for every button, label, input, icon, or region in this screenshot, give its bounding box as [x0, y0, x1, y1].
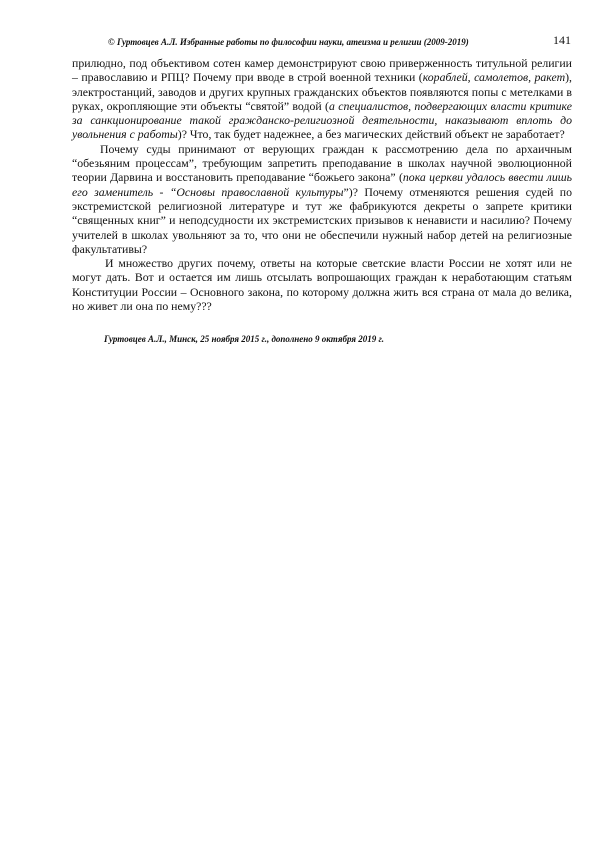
text-run: Почему суды принимают от верующих граждан к рассмотрению дела по архаичным “обезьяним процессам”, требующим запретить преподавание в школах научной эволюционной теории Дарвина и восстановить преподавание “божьего закона” (: [72, 141, 572, 185]
paragraph-1: [72, 56, 572, 142]
paragraph-3: [72, 256, 572, 313]
header-title: © Гуртовцев А.Л. Избранные работы по философии науки, атеизма и религии (2009-2019): [108, 37, 469, 47]
text-run: )? Что, так будет надежнее, а без магических действий объект не заработает?: [177, 127, 565, 142]
text-run: ”)? Почему отменяются решения судей по экстремистской религиозной литературе и тут же фабрикуются декреты о запрете критики “священных книг” и неподсудности их экстремистских призывов к ненависти и насилию? Почему учителей в школах увольняют за то, что они не обеспечили нужный набор детей на религиозные факультативы?: [72, 184, 572, 256]
text-run: И множество других почему, ответы на которые светские власти России не хотят или не могут дать. Вот и остается им лишь отсылать вопрошающих граждан к неработающим статьям Конституции России – Основного закона, по которому должна жить вся страна от мала до велика, но живет ли она по нему???: [72, 256, 572, 314]
running-header: [72, 33, 572, 51]
text-run: кораблей, самолетов, ракет: [422, 70, 566, 85]
text-run: а специалистов, подвергающих власти критике за санкционирование такой гражданско-религиозной деятельности, наказывают вплоть до увольнения с работы: [72, 98, 573, 142]
text-run: пока церкви удалось ввести лишь его заменитель - “Основы православной культуры: [72, 170, 572, 199]
text-run: прилюдно, под объективом сотен камер демонстрируют свою приверженность титульной религии – православию и РПЦ? Почему при вводе в строй военной техники (: [72, 56, 572, 85]
paragraph-2: [72, 142, 572, 256]
page-number: 141: [553, 33, 571, 47]
text-run: ), электростанций, заводов и других крупных гражданских объектов появляются попы с метелками в руках, окропляющие эти объекты “святой” водой (: [72, 70, 572, 113]
author-signature-line: Гуртовцев А.Л., Минск, 25 ноября 2015 г., дополнено 9 октября 2019 г.: [104, 334, 384, 344]
body-text: [72, 56, 572, 313]
